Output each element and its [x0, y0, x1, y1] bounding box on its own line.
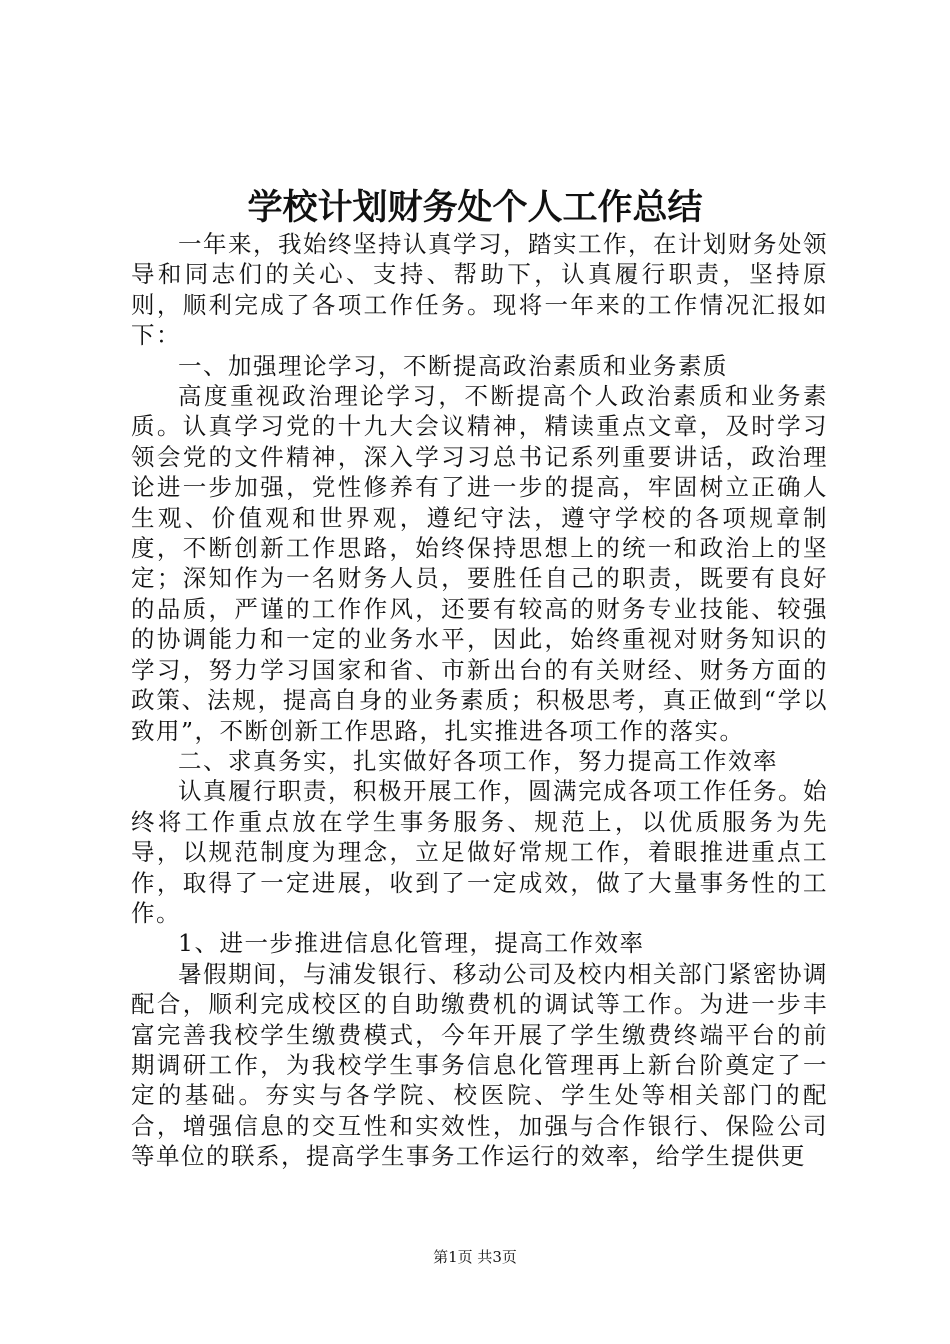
page-footer: 第1页 共3页	[433, 1248, 517, 1266]
subsection-heading-1: 1、进一步推进信息化管理，提高工作效率	[178, 929, 645, 958]
paragraph-intro: 一年来，我始终坚持认真学习，踏实工作，在计划财务处领导和同志们的关心、支持、帮助下，认真履行职责，坚持原则，顺利完成了各项工作任务。现将一年来的工作情况汇报如下：	[131, 230, 828, 350]
paragraph-section-2: 认真履行职责，积极开展工作，圆满完成各项工作任务。始终将工作重点放在学生事务服务、规范上，以优质服务为先导，以规范制度为理念，立足做好常规工作，着眼推进重点工作，取得了一定进展，收到了一定成效，做了大量事务性的工作。	[131, 777, 828, 927]
paragraph-section-1: 高度重视政治理论学习，不断提高个人政治素质和业务素质。认真学习党的十九大会议精神，精读重点文章，及时学习领会党的文件精神，深入学习习总书记系列重要讲话，政治理论进一步加强，党性修养有了进一步的提高，牢固树立正确人生观、价值观和世界观，遵纪守法，遵守学校的各项规章制度，不断创新工作思路，始终保持思想上的统一和政治上的坚定；深知作为一名财务人员，要胜任自己的职责，既要有良好的品质，严谨的工作作风，还要有较高的财务专业技能、较强的协调能力和一定的业务水平，因此，始终重视对财务知识的学习，努力学习国家和省、市新出台的有关财经、财务方面的政策、法规，提高自身的业务素质；积极思考，真正做到“学以致用”，不断创新工作思路，扎实推进各项工作的落实。	[131, 382, 828, 745]
paragraph-subsection-1: 暑假期间，与浦发银行、移动公司及校内相关部门紧密协调配合，顺利完成校区的自助缴费机的调试等工作。为进一步丰富完善我校学生缴费模式，今年开展了学生缴费终端平台的前期调研工作，为我校学生事务信息化管理再上新台阶奠定了一定的基础。夯实与各学院、校医院、学生处等相关部门的配合，增强信息的交互性和实效性，加强与合作银行、保险公司等单位的联系，提高学生事务工作运行的效率，给学生提供更	[131, 959, 828, 1171]
document-body	[131, 229, 828, 1172]
section-heading-1: 一、加强理论学习，不断提高政治素质和业务素质	[178, 351, 728, 380]
section-heading-2: 二、求真务实，扎实做好各项工作，努力提高工作效率	[178, 746, 778, 775]
document-title: 学校计划财务处个人工作总结	[247, 187, 703, 228]
